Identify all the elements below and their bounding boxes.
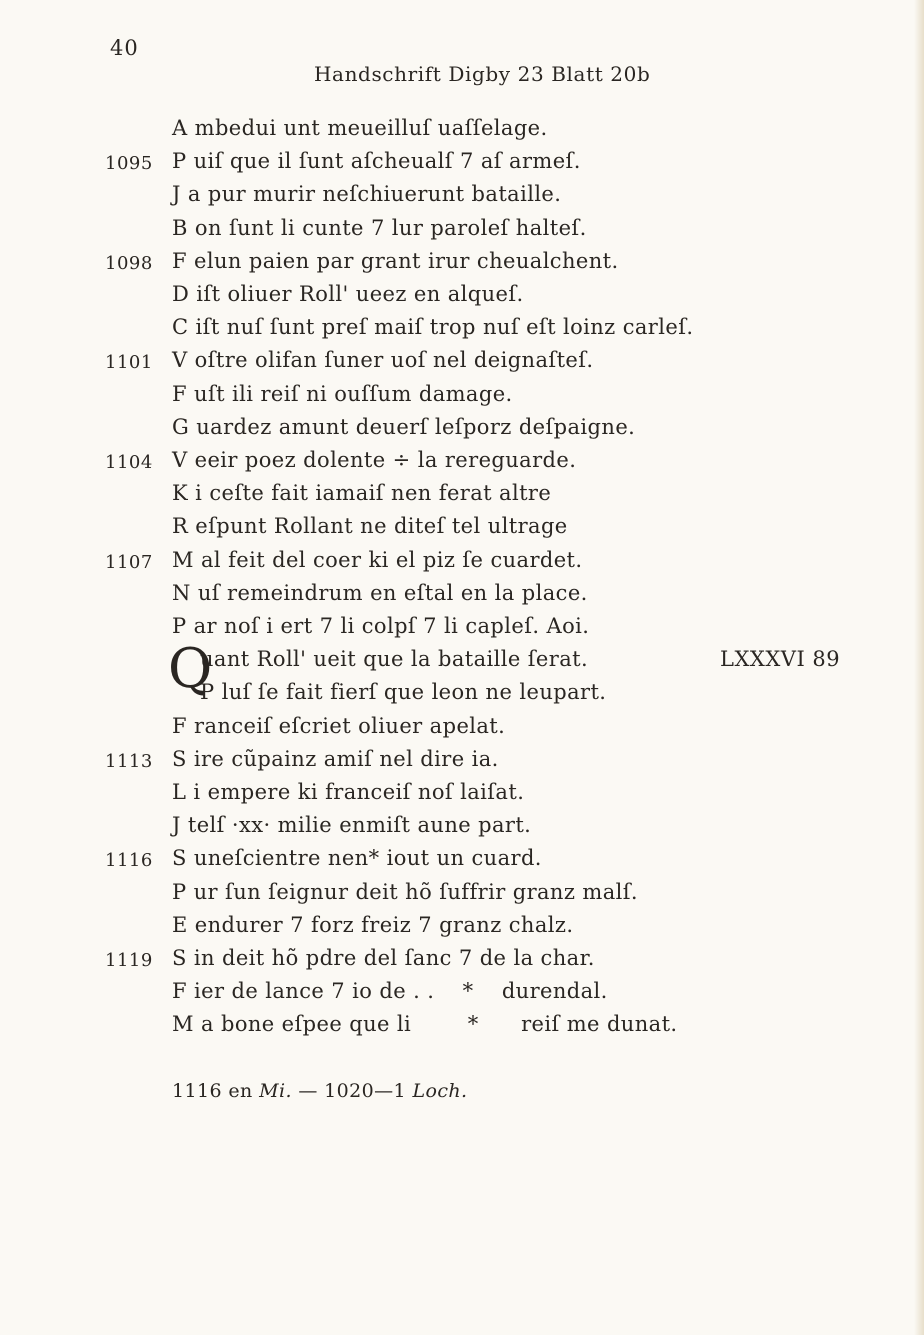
verse-text: S ire cũpainz amiſ nel dire ia. xyxy=(172,746,499,771)
verse-text: V eeir poez dolente ÷ la rereguarde. xyxy=(172,448,577,472)
verse-line xyxy=(0,282,924,314)
verse-line xyxy=(0,415,924,447)
verse-line xyxy=(0,614,924,646)
verse-text: E endurer 7 forz freiz 7 granz chalz. xyxy=(172,912,574,937)
line-number: 1095 xyxy=(105,153,153,175)
verse-text: V oſtre olifan ſuner uoſ nel deignaſteſ. xyxy=(172,348,594,373)
verse-line xyxy=(0,1012,924,1044)
verse-line xyxy=(0,382,924,414)
verse-line xyxy=(0,249,924,281)
verse-line xyxy=(0,548,924,580)
verse-text: R eſpunt Rollant ne diteſ tel ultrage xyxy=(172,514,568,539)
verse-text: D iſt oliuer Roll' ueez en alqueſ. xyxy=(172,282,524,306)
verse-line xyxy=(0,979,924,1011)
verse-text: A mbedui unt meueilluſ uaſſelage. xyxy=(172,116,548,140)
line-number: 1107 xyxy=(105,551,153,573)
verse-line xyxy=(0,846,924,878)
verse-line xyxy=(0,880,924,912)
verse-text: S in deit hõ pdre del ſanc 7 de la char. xyxy=(172,946,595,970)
verse-text: F ier de lance 7 io de . . * durendal. xyxy=(172,979,608,1004)
verse-line xyxy=(0,116,924,148)
verse-line xyxy=(0,216,924,248)
verse-text: L i empere ki franceiſ noſ laiſat. xyxy=(172,780,525,804)
verse-line xyxy=(0,647,924,679)
decorated-initial: Q xyxy=(168,637,213,700)
verse-line xyxy=(0,813,924,845)
verse-text: K i ceſte fait iamaiſ nen ferat altre xyxy=(172,481,552,506)
line-number: 1098 xyxy=(105,252,153,274)
laisse-rubric: LXXXVI 89 xyxy=(720,647,841,672)
verse-line xyxy=(0,514,924,546)
verse-line xyxy=(0,182,924,214)
verse-text: uant Roll' ueit que la bataille ſerat. xyxy=(200,647,589,672)
line-number: 1119 xyxy=(105,950,153,971)
verse-text: J telſ ·xx· milie enmiſt aune part. xyxy=(172,813,532,838)
verse-line xyxy=(0,913,924,945)
line-number: 1104 xyxy=(105,452,153,473)
verse-text: P luſ ſe fait fierſ que leon ne leupart. xyxy=(200,680,607,705)
verse-text: P ur ſun ſeignur deit hõ ſuffrir granz malſ. xyxy=(172,879,638,904)
verse-text: J a pur murir neſchiuerunt bataille. xyxy=(172,182,562,207)
verse-text: P uiſ que il ſunt aſcheualſ 7 aſ armeſ. xyxy=(172,149,581,174)
footnote xyxy=(172,1080,467,1102)
verse-text: M a bone eſpee que li * reiſ me dunat. xyxy=(172,1012,678,1037)
verse-text: G uardez amunt deuerſ leſporz deſpaigne. xyxy=(172,414,636,439)
verse-text: F ranceiſ eſcriet oliuer apelat. xyxy=(172,713,506,738)
line-number: 1116 xyxy=(105,850,153,872)
verse-line xyxy=(0,149,924,181)
line-number: 1101 xyxy=(105,352,153,374)
page-number: 40 xyxy=(110,36,139,60)
verse-line xyxy=(0,581,924,613)
footnote-ref-2: Loch. xyxy=(412,1080,468,1102)
verse-line xyxy=(0,448,924,480)
verse-text: C iſt nuſ ſunt preſ maiſ trop nuſ eſt loinz carleſ. xyxy=(172,315,694,340)
verse-text: S uneſcientre nen* iout un cuard. xyxy=(172,846,542,871)
verse-line xyxy=(0,315,924,347)
verse-line xyxy=(0,780,924,812)
line-number: 1113 xyxy=(105,750,153,772)
footnote-mid: — 1020—1 xyxy=(291,1080,413,1102)
footnote-ref-1: Mi. xyxy=(259,1080,292,1102)
running-head: Handschrift Digby 23 Blatt 20b xyxy=(314,62,651,86)
footnote-number: 1116 en xyxy=(172,1080,260,1102)
verse-line xyxy=(0,481,924,513)
verse-text: N uſ remeindrum en eſtal en la place. xyxy=(172,580,588,605)
verse-text: F uſt ili reiſ ni ouſſum damage. xyxy=(172,381,513,406)
verse-text: M al feit del coer ki el piz ſe cuardet. xyxy=(172,547,583,572)
verse-text: B on ſunt li cunte 7 lur paroleſ halteſ. xyxy=(172,215,587,240)
verse-text: F elun paien par grant irur cheualchent. xyxy=(172,248,619,273)
verse-line xyxy=(0,680,924,712)
verse-line xyxy=(0,348,924,380)
verse-text: P ar noſ i ert 7 li colpſ 7 li capleſ. Aoi. xyxy=(172,614,590,638)
verse-line xyxy=(0,747,924,779)
verse-line xyxy=(0,946,924,978)
verse-line xyxy=(0,714,924,746)
